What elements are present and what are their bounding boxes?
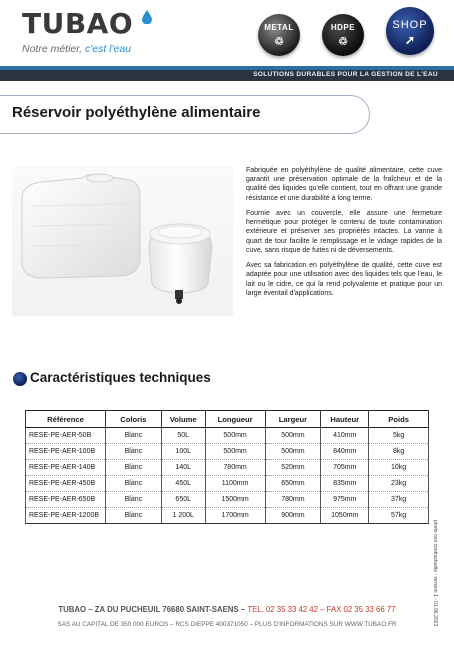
hdpe-badge [322,14,364,56]
table-cell: 10kg [369,460,429,476]
badge-label: HDPE [330,23,356,32]
product-description [246,166,442,304]
table-cell: 840mm [321,444,369,460]
table-row [26,508,429,524]
description-paragraph: Fabriquée en polyéthylène de qualité alimentaire, cette cuve garantit une préservation optimale de la fraîcheur et de la qualité des liquides qu'elle contient, tout en offrant une grande résistance et une durabilité à long terme. [246,167,442,202]
table-row [26,428,429,444]
column-header: Hauteur [321,411,369,428]
table-cell: 520mm [265,460,321,476]
banner-bar [0,70,454,81]
shop-button[interactable] [386,7,434,55]
column-header: Volume [161,411,205,428]
table-cell: 780mm [205,460,265,476]
recycle-icon: ♲ [274,36,284,48]
column-header: Coloris [105,411,161,428]
column-header: Référence [26,411,106,428]
section-title: Caractéristiques techniques [30,370,211,385]
table-cell: 140L [161,460,205,476]
table-cell: 450L [161,476,205,492]
table-cell: RESE-PE-AER-50B [26,428,106,444]
table-cell: RESE-PE-AER-140B [26,460,106,476]
table-cell: Blanc [105,428,161,444]
description-paragraph: Avec sa fabrication en polyéthylène de qualité, cette cuve est adaptée pour une utilisation avec des liquides tels que l'eau, le lait ou le cidre, ce qui la rend polyvalente et pratique pour un large éventail d'applications. [246,262,442,297]
table-cell: Blanc [105,460,161,476]
table-row [26,492,429,508]
water-drop-icon [142,10,152,24]
table-cell: 500mm [205,444,265,460]
table-cell: 835mm [321,476,369,492]
table-cell: 50L [161,428,205,444]
table-cell: 500mm [205,428,265,444]
table-cell: 900mm [265,508,321,524]
footer-address [0,605,454,614]
table-row [26,476,429,492]
table-cell: RESE-PE-AER-1200B [26,508,106,524]
table-cell: 1500mm [205,492,265,508]
table-cell: RESE-PE-AER-650B [26,492,106,508]
metal-badge [258,14,300,56]
shop-icon [13,372,27,386]
table-cell: 780mm [265,492,321,508]
table-row [26,460,429,476]
table-cell: 1 200L [161,508,205,524]
table-cell: Blanc [105,476,161,492]
footer-address-text: TUBAO – ZA DU PUCHEUIL 76680 SAINT-SAENS – [58,605,248,614]
footer-legal: SAS AU CAPITAL DE 350 000 EUROS – RCS DIEPPE 400371050 – PLUS D'INFORMATIONS SUR WWW.TUBAO.FR [57,621,397,628]
table-cell: Blanc [105,492,161,508]
logo: TUBAO [22,7,134,40]
badge-label: SHOP [392,19,428,31]
column-header: Poids [369,411,429,428]
table-cell: 5kg [369,428,429,444]
table-cell: 650mm [265,476,321,492]
side-note: photo non contractuelle - version 1 - 01.06.2023 [432,520,438,627]
table-cell: 650L [161,492,205,508]
tagline-highlight: c'est l'eau [85,43,132,55]
table-cell: 57kg [369,508,429,524]
table-cell: 100L [161,444,205,460]
page-title: Réservoir polyéthylène alimentaire [12,104,261,121]
table-cell: Blanc [105,444,161,460]
footer-phone: TEL. 02 35 33 42 42 – FAX 02 35 33 66 77 [247,605,396,614]
table-cell: 8kg [369,444,429,460]
cursor-icon: ➚ [404,33,416,47]
spec-table [25,410,429,524]
table-cell: 410mm [321,428,369,444]
tagline [22,43,131,55]
table-cell: RESE-PE-AER-100B [26,444,106,460]
table-cell: RESE-PE-AER-450B [26,476,106,492]
table-cell: 500mm [265,428,321,444]
table-cell: 975mm [321,492,369,508]
table-cell: 1050mm [321,508,369,524]
table-cell: 1700mm [205,508,265,524]
column-header: Largeur [265,411,321,428]
table-cell: 500mm [265,444,321,460]
table-cell: 37kg [369,492,429,508]
table-row [26,444,429,460]
table-cell: 1100mm [205,476,265,492]
table-header-row [26,411,429,428]
recycle-icon: ♲ [338,36,348,48]
table-cell: 23kg [369,476,429,492]
table-cell: 705mm [321,460,369,476]
table-cell: Blanc [105,508,161,524]
product-photo [12,166,233,316]
badge-label: METAL [264,23,294,32]
tagline-text: Notre métier, [22,43,86,55]
column-header: Longueur [205,411,265,428]
banner-text: SOLUTIONS DURABLES POUR LA GESTION DE L'EAU [253,71,438,78]
description-paragraph: Fournie avec un couvercle, elle assure une fermeture hermétique pour protéger le contenu de toute contamination extérieure et préserver ses propriétés intactes. La vanne à quart de tour facilite le remplissage et le vidage rapides de la cuve, sans risque de fuites ni de déversements. [246,209,442,254]
